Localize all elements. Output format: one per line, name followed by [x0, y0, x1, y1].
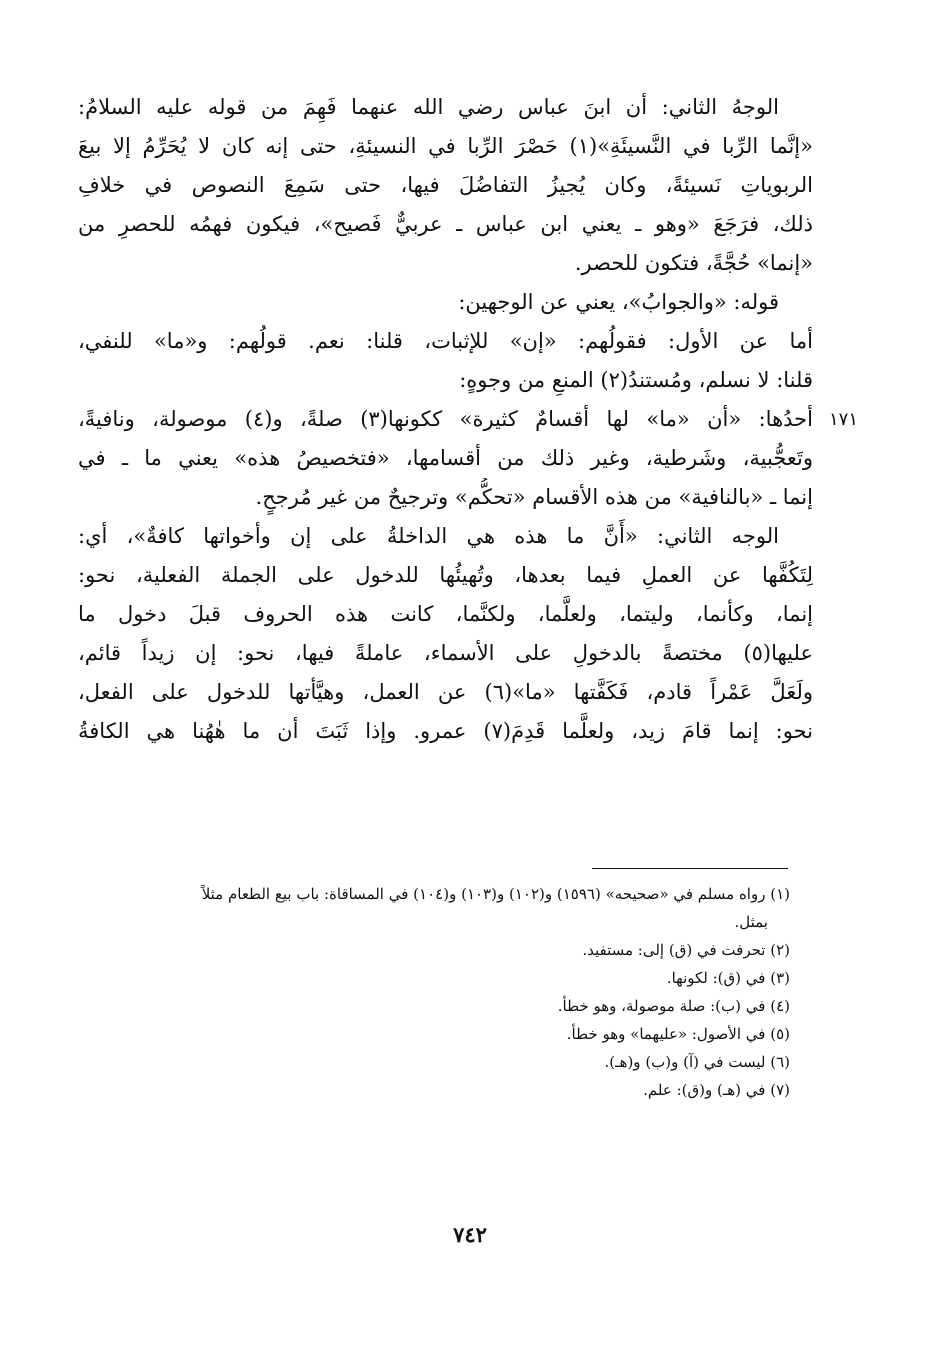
footnote: (١) رواه مسلم في «صحيحه» (١٥٩٦) و(١٠٢) و(١٠٣) و(١٠٤) في المساقاة: باب بيع الطعام مثلاً — [201, 885, 790, 903]
text-line: عليها(٥) مختصةً بالدخولِ على الأسماء، عاملةً فيها، نحو: إن زيداً قائم، — [78, 641, 813, 665]
text-line: «إنَّما الرِّبا في النَّسيئَةِ»(١) حَصْرَ الرِّبا في النسيئةِ، حتى إنه كان لا يُحَرِّمُ إلا بيعَ — [78, 134, 813, 158]
main-text — [78, 88, 813, 751]
text-line: الوجهُ الثاني: أن ابنَ عباس رضي الله عنهما فَهِمَ من قوله عليه السلامُ: — [78, 95, 779, 119]
footnote: (٦) ليست في (آ) و(ب) و(هـ). — [604, 1053, 790, 1071]
page-number: ٧٤٢ — [453, 1222, 487, 1247]
text-line: ذلك، فرَجَعَ «وهو ـ يعني ابن عباس ـ عربيٌّ فَصيح»، فيكون فهمُه للحصرِ من — [78, 212, 813, 236]
text-line: إنما ـ «بالنافية» من هذه الأقسام «تحكُّم» وترجيحٌ من غير مُرجحٍ. — [255, 485, 813, 509]
footnote: (٣) في (ق): لكونها. — [666, 969, 790, 987]
text-line: الوجه الثاني: «أَنَّ ما هذه هي الداخلةُ على إن وأخواتها كافةٌ»، أي: — [78, 524, 779, 548]
text-line: وتَعجُّبية، وشَرطية، وغير ذلك من أقسامها، «فتخصيصُ هذه» يعني ما ـ في — [78, 446, 813, 470]
text-line: لِتَكُفَّها عن العملِ فيما بعدها، وتُهيئُها للدخول على الجملة الفعلية، نحو: — [78, 563, 813, 587]
text-line: نحو: إنما قامَ زيد، ولعلَّما قَدِمَ(٧) عمرو. وإذا ثَبَتَ أن ما هٰهُنا هي الكافةُ — [78, 719, 813, 743]
text-line: ولَعَلَّ عَمْراً قادم، فَكَفَّتها «ما»(٦) عن العمل، وهيَّأتها للدخول على الفعل، — [78, 680, 813, 704]
margin-number: ١٧١ — [828, 409, 858, 430]
footnote: (٧) في (هـ) و(ق): علم. — [643, 1081, 790, 1099]
text-line: أما عن الأول: فقولُهم: «إن» للإثبات، قلنا: نعم. قولُهم: و«ما» للنفي، — [78, 329, 813, 353]
text-line: أحدُها: «أن «ما» لها أقسامٌ كثيرة» ككونها(٣) صلةً، و(٤) موصولة، ونافيةً، — [78, 407, 813, 431]
text-line: قلنا: لا نسلم، ومُستندُ(٢) المنعِ من وجوهٍ: — [459, 368, 813, 392]
footnote: (٤) في (ب): صلة موصولة، وهو خطأ. — [557, 997, 790, 1015]
text-line: «إنما» حُجَّةً، فتكون للحصر. — [574, 251, 813, 275]
footnote: (٥) في الأصول: «عليهما» وهو خطأ. — [566, 1025, 790, 1043]
footnotes — [78, 880, 790, 1104]
footnote-divider — [592, 868, 788, 869]
text-line: الربوياتِ نَسيئةً، وكان يُجيزُ التفاضُلَ فيها، حتى سَمِعَ النصوص في خلافِ — [78, 173, 813, 197]
text-line: قوله: «والجوابُ»، يعني عن الوجهين: — [458, 290, 779, 314]
footnote: (٢) تحرفت في (ق) إلى: مستفيد. — [582, 941, 790, 959]
text-line: إنما، وكأنما، وليتما، ولعلَّما، ولكنَّما، كانت هذه الحروف قبلَ دخول ما — [78, 602, 813, 626]
footnote-continuation: بمثل. — [734, 913, 768, 931]
